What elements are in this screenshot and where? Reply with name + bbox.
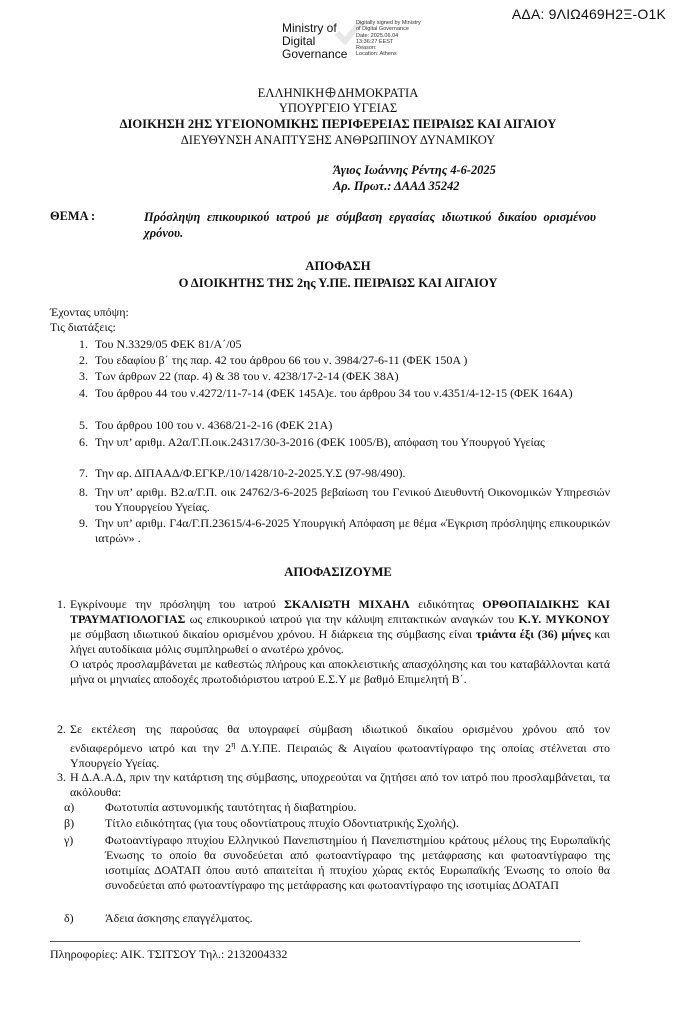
signature-line: Location: Athens: [356, 51, 397, 58]
protocol-line: Αρ. Πρωτ.: ΔΑΑΔ 35242: [333, 179, 460, 193]
item-text: Τίτλο ειδικότητας (για τους οδοντίατρους πτυχίο Οδοντιατρικής Σχολής).: [105, 816, 459, 830]
region-header: ΔΙΟΙΚΗΣΗ 2ΗΣ ΥΓΕΙΟΝΟΜΙΚΗΣ ΠΕΡΙΦΕΡΕΙΑΣ ΠΕΙΡΑΙΩΣ ΚΑΙ ΑΙΓΑΙΟΥ: [119, 117, 557, 131]
item-text: Φωτοαντίγραφο πτυχίου Ελληνικού Πανεπιστημίου ή Πανεπιστημίου κράτους μέλους της Ευρωπαϊκής Ένωσης το οποίο θα συνοδεύεται από φωτοαντίγραφο της μετάφρασης και φωτοαντίγραφο της ισοτιμίας ΔΟΑΤΑΠ όπου αυτό απαιτείται ή πτυχίου χώρας εκτός Ευρωπαϊκής Ένωσης το οποίο θα συνοδεύεται από φωτοαντίγραφο της μετάφρασης και φωτοαντίγραφο της ισοτιμίας ΔΟΑΤΑΠ: [105, 833, 610, 892]
item-number: 4.: [79, 386, 88, 400]
item-text: Του άρθρου 100 του ν. 4368/21-2-16 (ΦΕΚ 21Α): [95, 418, 333, 432]
considering-label: Έχοντας υπόψη:: [50, 305, 129, 319]
decision-subtitle: Ο ΔΙΟΙΚΗΤΗΣ ΤΗΣ 2ης Υ.ΠΕ. ΠΕΙΡΑΙΩΣ ΚΑΙ ΑΙΓΑΙΟΥ: [178, 276, 498, 290]
item-number: γ): [64, 833, 74, 847]
item-number: α): [64, 800, 75, 814]
item-text: Του άρθρου 44 του ν.4272/11-7-14 (ΦΕΚ 145Α)ε. του άρθρου 34 του ν.4351/4-12-15 (ΦΕΚ 164Α): [95, 386, 573, 400]
footer-divider: [50, 941, 580, 942]
republic-right: ΔΗΜΟΚΡΑΤΙΑ: [337, 86, 419, 100]
republic-left: ΕΛΛΗΝΙΚΗ: [257, 86, 325, 100]
item-text: Φωτοτυπία αστυνομικής ταυτότητας ή διαβατηρίου.: [105, 800, 357, 814]
item-text: Την υπ’ αριθμ. Γ4α/Γ.Π.23615/4-6-2025 Υπουργική Απόφαση με θέμα «Έγκριση πρόσληψης επικουρικών ιατρών» .: [95, 516, 610, 545]
item-text: Την υπ’ αριθμ. Α2α/Γ.Π.οικ.24317/30-3-2016 (ΦΕΚ 1005/Β), απόφαση του Υπουργού Υγείας: [95, 435, 545, 449]
item-number: 2.: [57, 722, 66, 736]
item-text: [70, 722, 610, 771]
item-number: 1.: [57, 597, 66, 611]
ministry-header: ΥΠΟΥΡΓΕΙΟ ΥΓΕΙΑΣ: [278, 101, 398, 115]
signature-line: Date: 2025.06.04: [356, 32, 399, 39]
subject-label: ΘΕΜΑ :: [50, 209, 96, 223]
digital-signature-info: [356, 20, 421, 58]
text-run: ως επικουρικού ιατρού για την κάλυψη επιτακτικών αναγκών του: [185, 612, 519, 626]
item-number: 6.: [79, 435, 88, 449]
doctor-name: ΣΚΑΛΙΩΤΗ ΜΙΧΑΗΛ: [284, 597, 410, 611]
item-text: Των άρθρων 22 (παρ. 4) & 38 του ν. 4238/17-2-14 (ΦΕΚ 38Α): [95, 369, 399, 383]
item-text: Την υπ’ αριθμ. Β2.α/Γ.Π. οικ 24762/3-6-2025 βεβαίωση του Γενικού Διευθυντή Οικονομικών Υπηρεσιών του Υπουργείου Υγείας.: [95, 485, 610, 514]
item-number: 3.: [79, 369, 88, 383]
signature-line: Reason:: [356, 45, 377, 52]
item-text: Την αρ. ΔΙΠΑΑΔ/Φ.ΕΓΚΡ./10/1428/10-2-2025.Υ.Σ (97-98/490).: [95, 466, 406, 480]
contract-duration: τριάντα έξι (36) μήνες: [475, 627, 591, 641]
item-number: 1.: [79, 337, 88, 351]
text-run: Εγκρίνουμε την πρόσληψη του ιατρού: [70, 597, 285, 611]
signature-line: of Digital Governance: [356, 26, 409, 33]
superscript: η: [231, 740, 236, 749]
item-number: 5.: [79, 418, 88, 432]
paragraph: Ο ιατρός προσλαμβάνεται με καθεστώς πλήρους και αποκλειστικής απασχόλησης και του καταβάλλονται κατά μήνα οι μηνιαίες αποδοχές πρωτοδιόριστου ιατρού Ε.Σ.Υ με βαθμό Επιμελητή Β΄.: [70, 657, 610, 686]
date-line: Άγιος Ιωάννης Ρέντης 4-6-2025: [333, 163, 496, 177]
we-decide-title: ΑΠΟΦΑΣΙΖΟΥΜΕ: [284, 565, 392, 579]
decision-title: ΑΠΟΦΑΣΗ: [305, 259, 371, 273]
item-text: Η Δ.Α.Α.Δ, πριν την κατάρτιση της σύμβασης, υποχρεούται να ζητήσει από τον ιατρό που προσλαμβάνεται, τα ακόλουθα:: [70, 770, 610, 799]
item-number: 7.: [79, 466, 88, 480]
text-run: ειδικότητας: [409, 597, 483, 611]
date-protocol: [333, 162, 496, 194]
item-number: 2.: [79, 353, 88, 367]
health-unit: Κ.Υ. ΜΥΚΟΝΟΥ: [518, 612, 610, 626]
ministry-line: Ministry of: [282, 21, 337, 35]
info-footer: Πληροφορίες: ΑΙΚ. ΤΣΙΤΣΟΥ Τηλ.: 2132004332: [50, 947, 288, 961]
text-run: και λήγει αυτοδίκαια μόλις συμπληρωθεί ο ανωτέρω χρόνος.: [70, 627, 610, 656]
text-run: Δ.Υ.ΠΕ. Πειραιώς & Αιγαίου φωτοαντίγραφο της οποίας στέλνεται στο Υπουργείο Υγείας.: [70, 741, 610, 770]
subject-text: Πρόσληψη επικουρικού ιατρού με σύμβαση εργασίας ιδιωτικού δικαίου ορισμένου χρόνου.: [144, 210, 596, 240]
item-text: Άδεια άσκησης επαγγέλματος.: [105, 911, 253, 925]
item-text: Του Ν.3329/05 ΦΕΚ 81/Α΄/05: [95, 337, 242, 351]
text-run: με σύμβαση ιδιωτικού δικαίου ορισμένου χρόνου. Η διάρκεια της σύμβασης είναι: [70, 627, 476, 641]
item-text: Του εδαφίου β΄ της παρ. 42 του άρθρου 66 του ν. 3984/27-6-11 (ΦΕΚ 150Α ): [95, 353, 468, 367]
item-number: 8.: [79, 485, 88, 499]
signature-line: Digitally signed by Ministry: [356, 20, 421, 26]
ministry-line: Governance: [282, 47, 348, 61]
ministry-line: Digital: [282, 34, 316, 48]
provisions-label: Τις διατάξεις:: [50, 320, 116, 334]
greek-emblem-icon: [325, 87, 336, 98]
item-number: 3.: [57, 770, 66, 784]
item-text: [70, 597, 610, 687]
text-run: Σε εκτέλεση της παρούσας θα υπογραφεί σύμβαση ιδιωτικού δικαίου ορισμένου χρόνου από τον ενδιαφερόμενο ιατρό και την 2: [70, 722, 610, 755]
republic-header: [0, 86, 676, 101]
doctor-specialty: ΟΡΘΟΠΑΙΔΙΚΗΣ ΚΑΙ ΤΡΑΥΜΑΤΙΟΛΟΓΙΑΣ: [70, 597, 610, 626]
ada-number: ΑΔΑ: 9ΛΙΩ469Η2Ξ-Ο1Κ: [511, 6, 666, 22]
item-number: β): [64, 816, 75, 830]
item-number: 9.: [79, 516, 88, 530]
item-number: δ): [64, 911, 74, 925]
signature-line: 13:36:27 EEST: [356, 38, 394, 45]
directorate-header: ΔΙΕΥΘΥΝΣΗ ΑΝΑΠΤΥΞΗΣ ΑΝΘΡΩΠΙΝΟΥ ΔΥΝΑΜΙΚΟΥ: [180, 133, 496, 147]
